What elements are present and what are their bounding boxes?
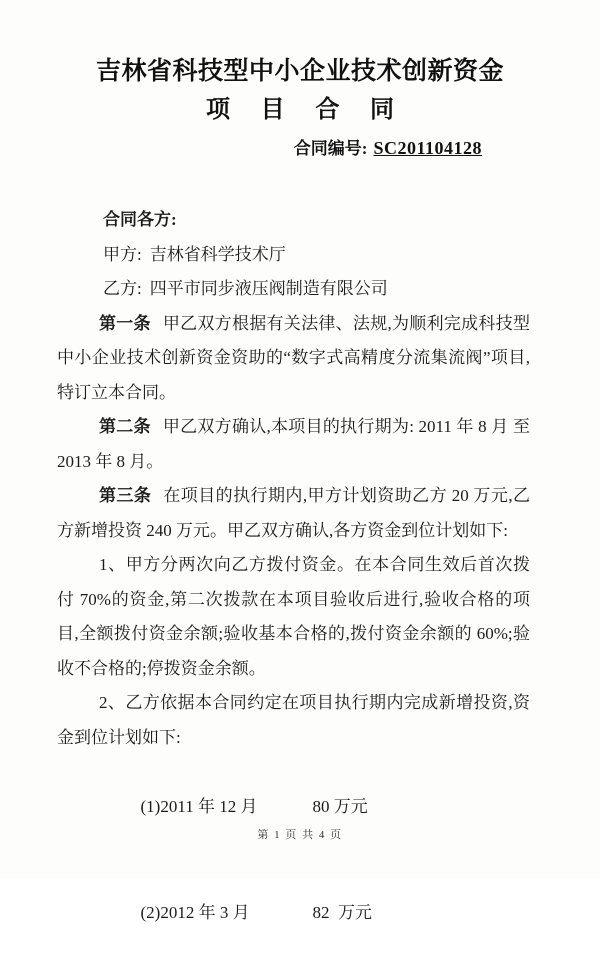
schedule-1-amount: 80 万元 bbox=[313, 797, 368, 816]
schedule-2-amount: 82 万元 bbox=[313, 903, 373, 922]
contract-number-value: SC201104128 bbox=[373, 138, 482, 158]
clause-1-label: 第一条 bbox=[99, 314, 151, 333]
investment-schedule-row-2 bbox=[57, 862, 530, 965]
clause-3-label: 第三条 bbox=[99, 486, 151, 505]
funding-item-2-paragraph bbox=[57, 686, 530, 755]
contract-body bbox=[0, 203, 600, 965]
party-a-name: 吉林省科学技术厅 bbox=[150, 245, 286, 264]
clause-1-paragraph bbox=[57, 307, 530, 411]
schedule-1-date: (1)2011 年 12 月 bbox=[141, 790, 313, 825]
clause-3-paragraph bbox=[57, 479, 530, 548]
clause-2-text: 甲乙双方确认,本项目的执行期为: 2011 年 8 月 至 2013 年 8 月。 bbox=[57, 417, 530, 471]
document-title-line1: 吉林省科技型中小企业技术创新资金 bbox=[0, 54, 600, 88]
parties-heading: 合同各方: bbox=[57, 203, 530, 238]
party-b-name: 四平市同步液压阀制造有限公司 bbox=[150, 279, 388, 298]
party-b-row bbox=[57, 272, 530, 307]
clause-2-label: 第二条 bbox=[99, 417, 151, 436]
party-a-row bbox=[57, 238, 530, 273]
investment-schedule-row-1 bbox=[57, 755, 530, 859]
document-title-line2: 项 目 合 同 bbox=[0, 95, 600, 125]
party-b-label: 乙方: bbox=[103, 279, 142, 298]
contract-number-label: 合同编号: bbox=[294, 139, 368, 158]
contract-number-row bbox=[0, 136, 600, 161]
page-number-footer: 第 1 页 共 4 页 bbox=[0, 826, 600, 842]
funding-item-1-text: 1、甲方分两次向乙方拨付资金。在本合同生效后首次拨付 70%的资金,第二次拨款在本项目验收后进行,验收合格的项目,全额拨付资金余额;验收基本合格的,拨付资金余额的 60%;验收不合格的;停拨资金余额。 bbox=[57, 555, 530, 678]
clause-1-text: 甲乙双方根据有关法律、法规,为顺利完成科技型中小企业技术创新资金资助的“数字式高精度分流集流阀”项目,特订立本合同。 bbox=[57, 314, 530, 402]
schedule-2-date: (2)2012 年 3 月 bbox=[141, 896, 313, 931]
funding-item-2-text: 2、乙方依据本合同约定在项目执行期内完成新增投资,资金到位计划如下: bbox=[57, 693, 530, 747]
funding-item-1-paragraph bbox=[57, 548, 530, 686]
clause-3-text: 在项目的执行期内,甲方计划资助乙方 20 万元,乙方新增投资 240 万元。甲乙双方确认,各方资金到位计划如下: bbox=[57, 486, 530, 540]
party-a-label: 甲方: bbox=[103, 245, 142, 264]
clause-2-paragraph bbox=[57, 410, 530, 479]
